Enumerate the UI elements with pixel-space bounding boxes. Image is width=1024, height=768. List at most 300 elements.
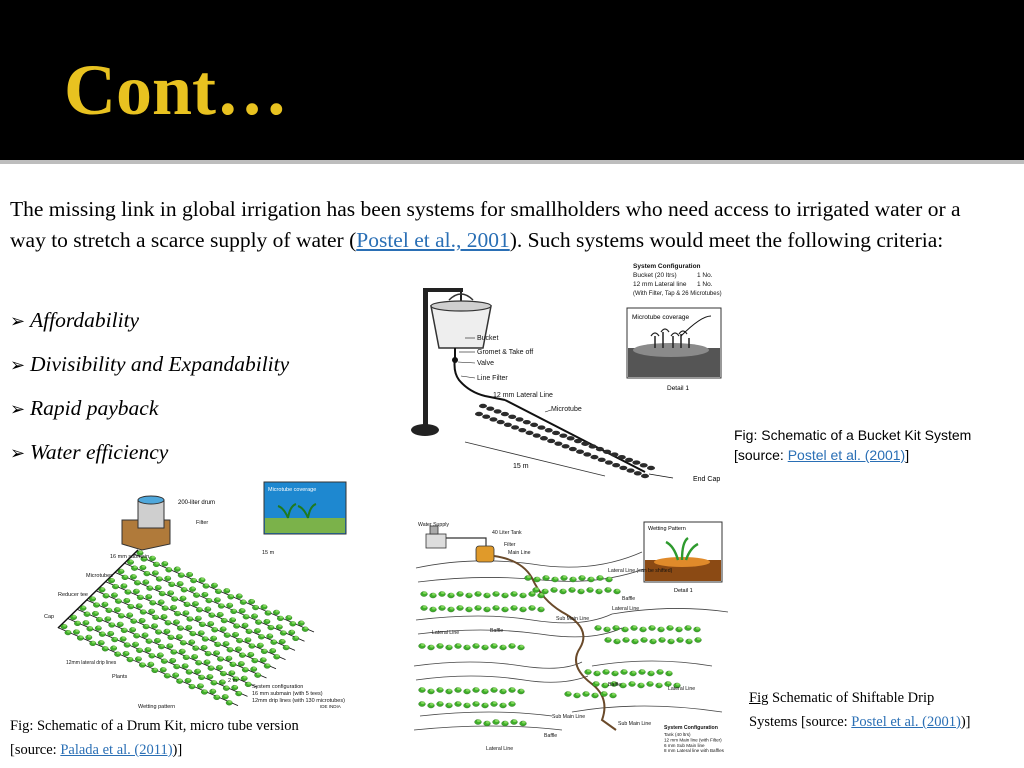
plant-icon (103, 593, 109, 598)
plant-icon (164, 629, 170, 634)
detail-title: Microtube coverage (268, 487, 317, 493)
shiftable-detail-inset (644, 522, 722, 594)
plant-icon (634, 471, 642, 475)
plant-icon (89, 597, 95, 602)
plant-icon (482, 703, 489, 708)
criteria-item (10, 298, 289, 342)
plant-icon (475, 605, 482, 610)
plant-icon (578, 589, 585, 594)
plant-icon (106, 608, 112, 613)
plant-icon (143, 624, 149, 629)
plant-icon (70, 615, 76, 620)
filter-label: Filter (196, 520, 209, 526)
plant-icon (109, 623, 115, 628)
plant-icon (554, 441, 562, 445)
lateral-label: Lateral Line (432, 630, 460, 636)
plant-icon (190, 631, 196, 636)
config-row-value: 1 No. (697, 272, 713, 279)
config-line: 12 mm Main line (with Filter) (664, 737, 722, 743)
plant-icon (274, 654, 280, 659)
plant-icon (207, 674, 213, 679)
plant-icon (235, 647, 241, 652)
baffle-label: Baffle (608, 682, 622, 688)
plant-icon (676, 627, 683, 632)
plant-icon (579, 575, 586, 580)
plant-icon (279, 639, 285, 644)
plant-icon (455, 687, 462, 692)
plant-icon (61, 624, 67, 629)
plant-icon (694, 627, 701, 632)
plant-icon (254, 628, 260, 633)
plant-icon (227, 603, 233, 608)
plant-icon (168, 635, 174, 640)
plant-icon (99, 587, 105, 592)
plant-icon (597, 575, 604, 580)
plant-icon (583, 452, 591, 456)
plant-icon (606, 577, 613, 582)
stand-pole (423, 288, 428, 428)
shiftable-drip-source-link[interactable]: Postel et al. (2001) (851, 714, 961, 730)
end-cap-label: End Cap (693, 476, 721, 483)
plant-icon (173, 620, 179, 625)
plant-icon (151, 624, 157, 629)
plant-icon (533, 433, 541, 437)
plant-icon (232, 685, 238, 690)
title-divider (0, 160, 1024, 164)
plant-icon (647, 466, 655, 470)
plant-icon (596, 589, 603, 594)
plant-icon (146, 639, 152, 644)
reducer-label: Reducer tee (58, 592, 88, 598)
plant-icon (171, 597, 177, 602)
plant-icon (448, 593, 455, 598)
plant-icon (243, 614, 249, 619)
plant-icon (193, 593, 199, 598)
plant-icon (220, 671, 226, 676)
plant-icon (112, 584, 118, 589)
plant-icon (419, 687, 426, 692)
microtubes-label: Microtubes (86, 573, 113, 579)
plant-icon (148, 609, 154, 614)
plant-icon (133, 633, 139, 638)
criteria-item (10, 386, 289, 430)
plant-icon (172, 673, 178, 678)
plant-icon (186, 625, 192, 630)
plant-icon (525, 575, 532, 580)
plant-icon (604, 627, 611, 632)
plant-icon (217, 612, 223, 617)
plant-icon (421, 605, 428, 610)
plant-icon (657, 669, 664, 674)
plant-icon (261, 649, 267, 654)
plant-icon (121, 628, 127, 633)
plant-icon (251, 614, 257, 619)
plant-icon (439, 605, 446, 610)
plant-icon (457, 591, 464, 596)
plant-icon (421, 591, 428, 596)
plant-icon (218, 604, 224, 609)
criteria-item-label: Water efficiency (30, 440, 169, 464)
plant-icon (570, 577, 577, 582)
plant-icon (215, 589, 221, 594)
plant-icon (65, 630, 71, 635)
microtube-detail-inset (627, 308, 721, 392)
supply-label: Water Supply (418, 522, 449, 528)
plant-icon (152, 571, 158, 576)
plant-icon (430, 593, 437, 598)
plant-icon (189, 587, 195, 592)
plant-icon (146, 594, 152, 599)
plant-icon (267, 634, 273, 639)
plant-icon (298, 621, 304, 626)
plant-icon (228, 594, 234, 599)
plant-icon (518, 689, 525, 694)
plant-icon (156, 577, 162, 582)
plant-icon (630, 671, 637, 676)
plant-icon (677, 637, 684, 642)
plant-icon (92, 611, 98, 616)
plant-icon (502, 721, 509, 726)
arrow-bullet-icon: ➢ (10, 355, 26, 376)
baffle-label: Baffle (490, 628, 504, 634)
plant-icon (511, 425, 519, 429)
plant-icon (178, 573, 184, 578)
plant-icon (562, 444, 570, 448)
plant-icon (120, 637, 126, 642)
plant-icon (613, 625, 620, 630)
plant-icon (283, 645, 289, 650)
plant-icon (246, 629, 252, 634)
plant-icon (236, 594, 242, 599)
plant-icon (668, 639, 675, 644)
plant-icon (196, 607, 202, 612)
plant-icon (428, 689, 435, 694)
plant-icon (240, 600, 246, 605)
plant-icon (261, 605, 267, 610)
plant-icon (216, 665, 222, 670)
plant-icon (202, 592, 208, 597)
plant-icon (177, 581, 183, 586)
plant-icon (629, 681, 636, 686)
water-supply-icon (426, 526, 446, 548)
plant-icon (484, 721, 491, 726)
plant-icon (231, 609, 237, 614)
plant-icon (149, 556, 155, 561)
plant-icon (139, 663, 145, 668)
plant-icon (118, 613, 124, 618)
plant-icon (130, 574, 136, 579)
plant-icon (627, 468, 635, 472)
config-row-label: 12 mm Lateral line (633, 281, 687, 288)
caption-text: )] (172, 742, 183, 758)
plant-icon (583, 691, 590, 696)
plant-icon (500, 645, 507, 650)
plant-icon (171, 650, 177, 655)
plant-icon (164, 673, 170, 678)
plant-icon (598, 458, 606, 462)
plant-icon (167, 591, 173, 596)
plant-icon (143, 580, 149, 585)
plant-icon (686, 639, 693, 644)
plant-icon (552, 431, 560, 435)
plant-icon (542, 589, 549, 594)
plant-icon (191, 654, 197, 659)
plant-icon (152, 668, 158, 673)
plant-icon (268, 625, 274, 630)
plant-icon (226, 700, 232, 705)
criteria-item-label: Rapid payback (30, 396, 159, 420)
plant-icon (619, 466, 627, 470)
plant-icon (520, 721, 527, 726)
config-row-label: Bucket (20 ltrs) (633, 272, 677, 279)
plant-icon (497, 420, 505, 424)
plant-icon (475, 591, 482, 596)
plant-icon (204, 660, 210, 665)
plant-icon (289, 630, 295, 635)
plant-icon (242, 667, 248, 672)
plant-icon (252, 605, 258, 610)
plant-icon (197, 684, 203, 689)
bucket-label: Bucket (477, 335, 499, 342)
plant-icon (227, 647, 233, 652)
plant-icon (220, 627, 226, 632)
plant-icon (596, 447, 604, 451)
plant-icon (139, 618, 145, 623)
shiftable-drip-diagram (412, 516, 732, 752)
plant-icon (180, 640, 186, 645)
plant-icon (179, 649, 185, 654)
config-line: 8 mm Lateral line with Baffles (664, 748, 724, 752)
plant-icon (518, 428, 526, 432)
plant-icon (251, 667, 257, 672)
plant-icon (110, 646, 116, 651)
plant-icon (214, 598, 220, 603)
plant-icon (585, 669, 592, 674)
plant-icon (155, 585, 161, 590)
plant-icon (230, 662, 236, 667)
plant-icon (133, 589, 139, 594)
baffle-label: Baffle (544, 733, 558, 739)
plant-icon (666, 671, 673, 676)
plant-icon (565, 691, 572, 696)
plant-icon (129, 627, 135, 632)
plant-icon (270, 648, 276, 653)
slide-title: Cont… (64, 50, 289, 130)
plant-icon (161, 614, 167, 619)
plant-icon (96, 617, 102, 622)
plant-icon (222, 694, 228, 699)
plant-icon (198, 631, 204, 636)
plant-icon (233, 624, 239, 629)
plant-icon (224, 588, 230, 593)
plant-icon (202, 637, 208, 642)
plant-icon (152, 615, 158, 620)
plant-icon (190, 578, 196, 583)
brand-label: IDE INDIA (320, 704, 341, 709)
plant-icon (201, 645, 207, 650)
detail-label: Detail 1 (667, 385, 690, 392)
plant-icon (475, 719, 482, 724)
plant-icon (177, 626, 183, 631)
plant-icon (534, 577, 541, 582)
plant-icon (501, 412, 509, 416)
plant-icon (264, 619, 270, 624)
plant-icon (213, 651, 219, 656)
plant-icon (493, 591, 500, 596)
plant-icon (155, 630, 161, 635)
plant-icon (239, 653, 245, 658)
plant-icon (610, 693, 617, 698)
plant-icon (511, 591, 518, 596)
plant-icon (128, 604, 134, 609)
plant-icon (180, 596, 186, 601)
plant-icon (174, 611, 180, 616)
plant-icon (95, 626, 101, 631)
plant-icon (286, 615, 292, 620)
plant-icon (208, 666, 214, 671)
plant-icon (588, 577, 595, 582)
plant-icon (640, 627, 647, 632)
plant-icon (605, 587, 612, 592)
plant-icon (486, 406, 494, 410)
plant-icon (102, 646, 108, 651)
plant-icon (511, 605, 518, 610)
plant-icon (538, 607, 545, 612)
plant-icon (631, 625, 638, 630)
plant-icon (658, 627, 665, 632)
plant-icon (118, 569, 124, 574)
plant-icon (114, 607, 120, 612)
plant-icon (229, 618, 235, 623)
plant-icon (205, 651, 211, 656)
plant-icon (162, 606, 168, 611)
plant-icon (176, 679, 182, 684)
plant-icon (648, 671, 655, 676)
criteria-item (10, 430, 289, 474)
plant-icon (632, 460, 640, 464)
plant-icon (605, 637, 612, 642)
plant-icon (77, 636, 83, 641)
plant-icon (559, 433, 567, 437)
arrow-bullet-icon: ➢ (10, 399, 26, 420)
plant-icon (280, 631, 286, 636)
plant-icon (491, 643, 498, 648)
plant-icon (520, 607, 527, 612)
plant-icon (473, 643, 480, 648)
plant-icon (659, 637, 666, 642)
plant-icon (232, 632, 238, 637)
plant-icon (466, 607, 473, 612)
plant-icon (638, 683, 645, 688)
length-label: 15 m (262, 550, 275, 556)
plant-icon (122, 575, 128, 580)
plant-icon (198, 675, 204, 680)
plant-icon (500, 689, 507, 694)
plant-icon (466, 593, 473, 598)
plant-icon (614, 589, 621, 594)
plant-icon (210, 636, 216, 641)
plant-icon (276, 625, 282, 630)
plant-icon (124, 643, 130, 648)
plant-icon (667, 625, 674, 630)
intro-citation-link[interactable]: Postel et al., 2001 (356, 228, 510, 252)
plant-icon (239, 608, 245, 613)
plant-icon (86, 635, 92, 640)
plant-icon (83, 620, 89, 625)
caption-text: Schematic of Shiftable Drip (768, 690, 935, 706)
drum-kit-source-link[interactable]: Palada et al. (2011) (60, 742, 173, 758)
plant-icon (195, 616, 201, 621)
plant-icon (161, 659, 167, 664)
plant-icon (158, 644, 164, 649)
plant-icon (625, 458, 633, 462)
plant-icon (184, 602, 190, 607)
plant-icon (165, 620, 171, 625)
plant-icon (142, 633, 148, 638)
plant-icon (622, 627, 629, 632)
plant-icon (203, 584, 209, 589)
plant-icon (84, 612, 90, 617)
plant-icon (592, 693, 599, 698)
plant-icon (241, 676, 247, 681)
plant-icon (187, 617, 193, 622)
plant-icon (518, 645, 525, 650)
plant-icon (131, 619, 137, 624)
plant-icon (115, 599, 121, 604)
plant-icon (201, 690, 207, 695)
plant-icon (144, 571, 150, 576)
plant-icon (108, 631, 114, 636)
plant-icon (194, 669, 200, 674)
plant-icon (140, 565, 146, 570)
plant-icon (114, 652, 120, 657)
arrow-bullet-icon: ➢ (10, 443, 26, 464)
plant-icon (210, 689, 216, 694)
caption-text: )] (960, 714, 971, 730)
plant-icon (264, 664, 270, 669)
plant-icon (193, 646, 199, 651)
plant-icon (567, 436, 575, 440)
bucket-kit-source-link[interactable]: Postel et al. (2001) (787, 447, 906, 463)
plant-icon (223, 686, 229, 691)
plant-icon (223, 641, 229, 646)
plant-icon (136, 648, 142, 653)
plant-icon (614, 639, 621, 644)
plant-icon (217, 657, 223, 662)
plant-icon (174, 664, 180, 669)
plant-icon (192, 601, 198, 606)
lateral-label: Lateral Line (668, 686, 696, 692)
plant-icon (158, 600, 164, 605)
plant-icon (464, 689, 471, 694)
plant-icon (117, 622, 123, 627)
plant-icon (594, 671, 601, 676)
plant-icon (238, 661, 244, 666)
plant-icon (695, 637, 702, 642)
submain-label: Sub Main Line (552, 714, 586, 720)
plant-icon (569, 587, 576, 592)
plant-icon (214, 695, 220, 700)
caption-first-line (749, 686, 1024, 710)
plant-icon (186, 670, 192, 675)
plant-icon (455, 643, 462, 648)
plant-icon (640, 463, 648, 467)
plant-icon (685, 625, 692, 630)
plant-icon (150, 600, 156, 605)
plant-icon (74, 621, 80, 626)
plant-icon (93, 603, 99, 608)
plant-icon (560, 589, 567, 594)
